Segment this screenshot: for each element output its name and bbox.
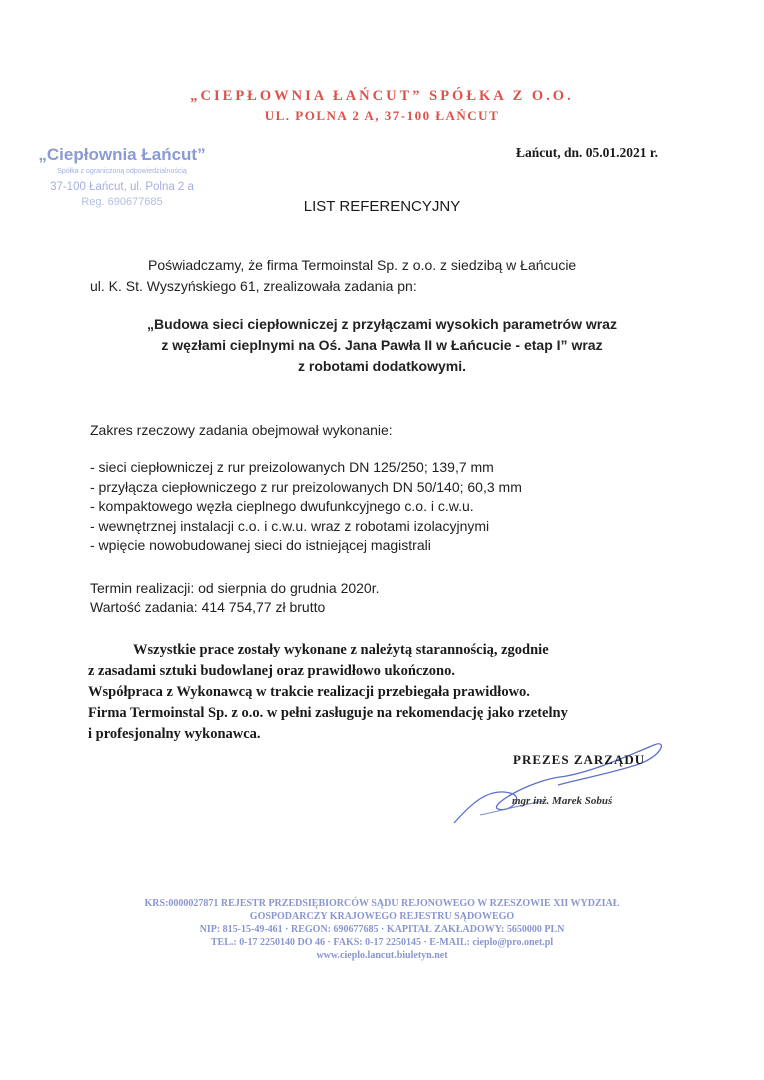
stamp-subtitle: Spółka z ograniczoną odpowiedzialnością: [57, 168, 187, 175]
closing-line: Współpraca z Wykonawcą w trakcie realizacji przebiegała prawidłowo.: [88, 684, 530, 700]
stamp-reg: Reg. 690677685: [81, 196, 163, 208]
list-item: - przyłącza ciepłowniczego z rur preizolowanych DN 50/140; 60,3 mm: [90, 478, 522, 495]
intro-line-1: Poświadczamy, że firma Termoinstal Sp. z o.o. z siedzibą w Łańcucie: [148, 257, 577, 273]
term-text: Termin realizacji: od sierpnia do grudnia 2020r.: [90, 580, 380, 596]
signature-role: PREZES ZARZĄDU: [513, 752, 646, 767]
letterhead-address: UL. POLNA 2 A, 37-100 ŁAŃCUT: [264, 108, 500, 123]
project-line-2: z węzłami cieplnymi na Oś. Jana Pawła II w Łańcucie - etap I” wraz: [161, 337, 603, 353]
stamp-address: 37-100 Łańcut, ul. Polna 2 a: [50, 181, 194, 193]
project-name: [90, 314, 674, 377]
project-line-1: „Budowa sieci ciepłowniczej z przyłączami wysokich parametrów wraz: [147, 316, 617, 332]
document-date: Łańcut, dn. 05.01.2021 r.: [515, 145, 658, 160]
footer-line: KRS:0000027871 REJESTR PRZEDSIĘBIORCÓW SĄDU REJONOWEGO W RZESZOWIE XII WYDZIAŁ: [144, 898, 620, 909]
closing-line: Firma Termoinstal Sp. z o.o. w pełni zasługuje na rekomendację jako rzetelny: [88, 705, 568, 721]
closing-line: z zasadami sztuki budowlanej oraz prawidłowo ukończono.: [88, 663, 455, 679]
signature-name: mgr inż. Marek Sobuś: [512, 795, 613, 807]
list-item: - kompaktowego węzła cieplnego dwufunkcyjnego c.o. i c.w.u.: [90, 498, 474, 514]
footer-line: NIP: 815-15-49-461 · REGON: 690677685 · KAPITAŁ ZAKŁADOWY: 5650000 PLN: [199, 924, 565, 935]
list-item: - sieci ciepłowniczej z rur preizolowanych DN 125/250; 139,7 mm: [90, 459, 494, 475]
footer-line: TEL.: 0-17 2250140 DO 46 · FAKS: 0-17 2250145 · E-MAIL: cieplo@pro.onet.pl: [210, 937, 554, 948]
project-line-3: z robotami dodatkowymi.: [297, 358, 466, 374]
list-item: - wpięcie nowobudowanej sieci do istniejącej magistrali: [90, 537, 431, 553]
intro-line-2: ul. K. St. Wyszyńskiego 61, zrealizowała zadania pn:: [90, 278, 417, 294]
footer-line: GOSPODARCZY KRAJOWEGO REJESTRU SĄDOWEGO: [249, 911, 515, 922]
scope-heading: Zakres rzeczowy zadania obejmował wykonanie:: [90, 422, 393, 438]
list-item: - wewnętrznej instalacji c.o. i c.w.u. wraz z robotami izolacyjnymi: [90, 517, 490, 534]
closing-paragraph: [88, 640, 688, 745]
scope-list: [90, 458, 690, 556]
closing-line: Wszystkie prace zostały wykonane z należytą starannością, zgodnie: [133, 642, 549, 658]
closing-line: i profesjonalny wykonawca.: [88, 726, 261, 742]
document-title: LIST REFERENCYJNY: [303, 198, 461, 215]
footer: [0, 897, 764, 962]
stamp-name: „Ciepłownia Łańcut”: [38, 145, 206, 164]
value-text: Wartość zadania: 414 754,77 zł brutto: [90, 599, 326, 615]
footer-website: www.cieplo.lancut.biuletyn.net: [316, 950, 448, 961]
letterhead-company-name: „CIEPŁOWNIA ŁAŃCUT” SPÓŁKA Z O.O.: [190, 88, 574, 104]
handwritten-signature-icon: [440, 735, 680, 835]
